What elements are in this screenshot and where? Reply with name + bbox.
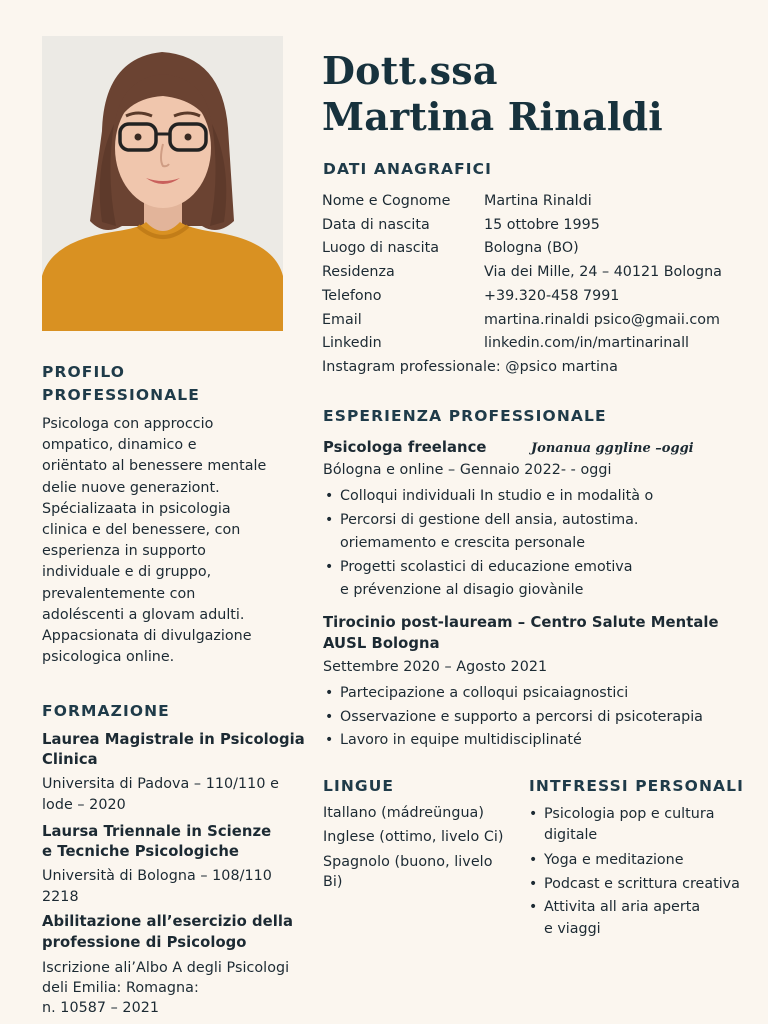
list-item <box>323 485 653 509</box>
edu3-title-2: professione di Psicologo <box>42 934 247 951</box>
profilo-text <box>42 414 302 668</box>
bullet-text-cont: digitale <box>544 827 598 843</box>
dati-key: Linkedin <box>322 335 382 351</box>
edu3-detail-3: n. 10587 – 2021 <box>42 1000 160 1016</box>
list-item <box>323 706 703 730</box>
page-title <box>322 48 752 140</box>
job1-subtitle: Bólogna e online – Gennaio 2022- - oggi <box>323 462 612 478</box>
dati-key: Residenza <box>322 264 395 280</box>
profilo-line: adoléscenti a glovam adulti. <box>42 606 245 623</box>
portrait-icon <box>42 36 283 331</box>
profilo-heading-1: PROFILO <box>42 363 126 381</box>
bullet-text: • Psicologia pop e cultura <box>544 806 715 822</box>
lingue-line: Bi) <box>323 874 343 890</box>
list-item <box>527 873 757 897</box>
bullet-text: Yoga e meditazione <box>544 852 684 868</box>
dati-value: 15 ottobre 1995 <box>484 217 600 233</box>
list-item <box>527 849 757 873</box>
lingue-line: Itallano (mádreüngua) <box>323 805 484 821</box>
edu1-title-1: Laurea Magistrale in Psicologia <box>42 731 305 748</box>
job2-subtitle: Settembre 2020 – Agosto 2021 <box>323 659 548 675</box>
profilo-line: Appacsionata di divulgazione <box>42 628 252 645</box>
edu3-detail-2: deli Emilia: Romagna: <box>42 980 199 996</box>
edu2-title-1: Laursa Triennale in Scienze <box>42 823 272 840</box>
bullet-text: • Progetti scolastici di educazione emotiva <box>340 558 633 575</box>
edu1-detail-2: lode – 2020 <box>42 797 126 813</box>
list-item <box>527 896 757 940</box>
dati-key: Data di nascita <box>322 217 430 233</box>
job1-handwritten-note: Jonanua ggŋline –oggi <box>531 441 694 456</box>
portrait-photo <box>42 36 283 331</box>
profilo-line: esperienza in supporto <box>42 543 206 560</box>
email-link[interactable]: martina.rinaldi psico@gmaii.com <box>484 312 720 328</box>
lingue-line: Spagnolo (buono, livelo <box>323 854 493 870</box>
list-item <box>323 682 703 706</box>
dati-key: Email <box>322 312 362 328</box>
linkedin-link[interactable]: linkedin.com/in/martinarinall <box>484 335 690 351</box>
profilo-line: ompatico, dinamico e <box>42 437 197 454</box>
list-item <box>527 804 757 846</box>
esperienza-heading: ESPERIENZA PROFESSIONALE <box>323 407 607 425</box>
edu2-detail-2: 2218 <box>42 889 79 905</box>
bullet-text: • Attivita all aria aperta <box>544 899 701 915</box>
lingue-heading: LINGUE <box>323 777 395 795</box>
bullet-text-cont: e viaggi <box>544 921 601 937</box>
instagram-line: Instagram professionale: @psico martina <box>322 359 618 375</box>
dati-heading: DATI ANAGRAFICI <box>323 160 493 178</box>
dati-value: Bologna (BO) <box>484 240 579 256</box>
dati-value: Via dei Mille, 24 – 40121 Bologna <box>484 264 722 280</box>
bullet-text: • Percorsi di gestione dell ansia, autostima. <box>340 511 639 528</box>
lingue-line: Inglese (ottimo, livelo Ci) <box>323 829 504 845</box>
job2-bullets <box>323 682 703 753</box>
bullet-text: Partecipazione a colloqui psicaiagnostici <box>340 685 629 701</box>
title-line-2: Martina Rinaldi <box>322 94 663 139</box>
job2-title-1: Tirocinio post-lauream – Centro Salute Mentale <box>323 614 719 631</box>
job2-title-2: AUSL Bologna <box>323 635 440 652</box>
profilo-line: Psicologa con approccio <box>42 416 214 432</box>
interessi-bullets <box>527 804 757 940</box>
bullet-text-cont: oriemamento e crescita personale <box>340 535 586 551</box>
profilo-heading-2: PROFESSIONALE <box>42 386 200 404</box>
job1-title: Psicologa freelance <box>323 439 487 456</box>
dati-value: +39.320-458 7991 <box>484 288 620 304</box>
list-item <box>323 509 653 556</box>
profilo-line: oriëntato al benessere mentale <box>42 458 267 475</box>
edu3-title-1: Abilitazione all’esercizio della <box>42 913 294 930</box>
profilo-line: delie nuove generaziont. <box>42 479 220 496</box>
title-line-1: Dott.ssa <box>322 48 498 93</box>
profilo-line: prevalentemente con <box>42 585 196 602</box>
bullet-text: Colloqui individuali In studio e in modalità o <box>340 488 654 504</box>
profilo-line: clinica e del benessere, con <box>42 522 241 539</box>
formazione-heading: FORMAZIONE <box>42 702 170 720</box>
edu3-detail-1: Iscrizione ali’Albo A degli Psicologi <box>42 960 290 976</box>
profilo-line: psicologica online. <box>42 649 175 666</box>
edu1-title-2: Clinica <box>42 751 98 768</box>
interessi-heading: INTFRESSI PERSONALI <box>529 777 744 795</box>
bullet-text: Podcast e scrittura creativa <box>544 875 740 892</box>
bullet-text-cont: e prévenzione al disagio giovànile <box>340 582 584 598</box>
bullet-text: Lavoro in equipe multidisciplinaté <box>340 732 582 748</box>
job1-bullets <box>323 485 653 603</box>
dati-key: Luogo di nascita <box>322 240 439 256</box>
bullet-text: Osservazione e supporto a percorsi di psicoterapia <box>340 708 703 725</box>
list-item <box>323 729 703 753</box>
list-item <box>323 556 653 603</box>
dati-key: Nome e Cognome <box>322 193 451 209</box>
profilo-line: Spécializaata in psicologia <box>42 500 231 517</box>
edu2-detail-1: Università di Bologna – 108/110 <box>42 868 272 884</box>
dati-key: Telefono <box>322 288 382 304</box>
edu1-detail-1: Universita di Padova – 110/110 e <box>42 776 279 792</box>
edu2-title-2: e Tecniche Psicologiche <box>42 843 240 860</box>
profilo-line: individuale e di gruppo, <box>42 564 212 581</box>
dati-value: Martina Rinaldi <box>484 193 592 209</box>
